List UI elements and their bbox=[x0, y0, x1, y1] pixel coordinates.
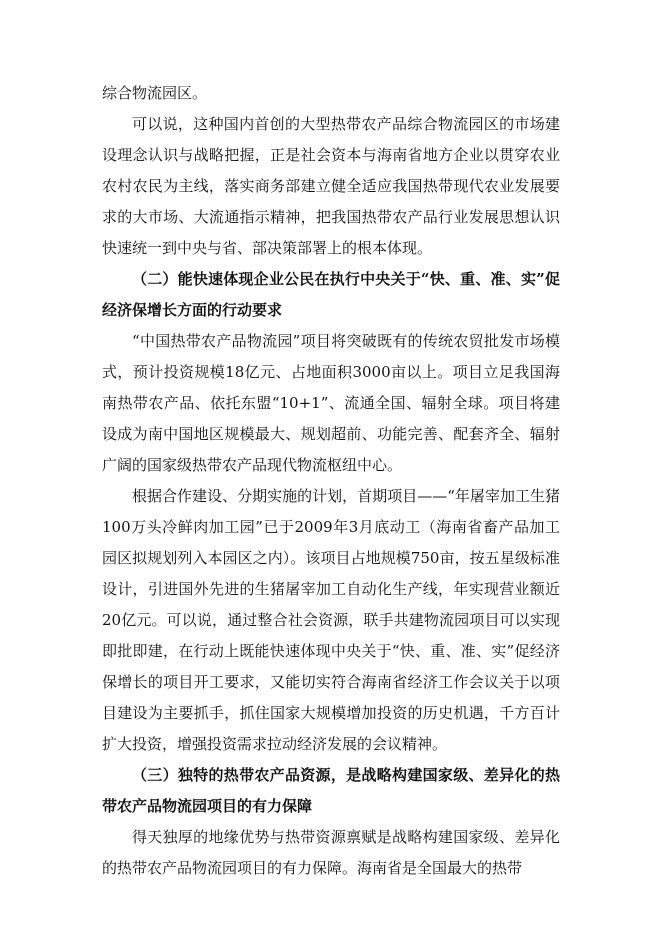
paragraph-first-phase: 根据合作建设、分期实施的计划，首期项目——“年屠宰加工生猪100万头冷鲜肉加工园”已于2009年3月底动工（海南省畜产品加工园区拟规划列入本园区之内）。该项目占地规模750亩，按五星级标准设计，引进国外先进的生猪屠宰加工自动化生产线，年实现营业额近20亿元。可以说，通过整合社会资源，联手共建物流园项目可以实现即批即建，在行动上既能快速体现中央关于“快、重、准、实”促经济保增长的项目开工要求，又能切实符合海南省经济工作会议关于以项目建设为主要抓手，抓住国家大规模增加投资的历史机遇，千方百计扩大投资，增强投资需求拉动经济发展的会议精神。 bbox=[102, 487, 560, 753]
document-body bbox=[102, 78, 560, 884]
paragraph-market-concept: 可以说，这种国内首创的大型热带农产品综合物流园区的市场建设理念认识与战略把握，正是社会资本与海南省地方企业以贯穿农业农村农民为主线，落实商务部建立健全适应我国热带现代农业发展要求的大市场、大流通指示精神，把我国热带农产品行业发展思想认识快速统一到中央与省、部决策部署上的根本体现。 bbox=[102, 115, 560, 257]
paragraph-continuation: 综合物流园区。 bbox=[102, 84, 208, 102]
section-heading-2: （二）能快速体现企业公民在执行中央关于“快、重、准、实”促经济保增长方面的行动要求 bbox=[102, 270, 560, 319]
paragraph-project-overview: “中国热带农产品物流园”项目将突破既有的传统农贸批发市场模式，预计投资规模18亿元、占地面积3000亩以上。项目立足我国海南热带农产品、依托东盟“10+1”、流通全国、辐射全球。项目将建设成为南中国地区规模最大、规划超前、功能完善、配套齐全、辐射广阔的国家级热带农产品现代物流枢纽中心。 bbox=[102, 332, 560, 474]
section-heading-3: （三）独特的热带农产品资源，是战略构建国家级、差异化的热带农产品物流园项目的有力保障 bbox=[102, 766, 560, 815]
paragraph-resources: 得天独厚的地缘优势与热带资源禀赋是战略构建国家级、差异化的热带农产品物流园项目的有力保障。海南省是全国最大的热带 bbox=[102, 828, 560, 877]
